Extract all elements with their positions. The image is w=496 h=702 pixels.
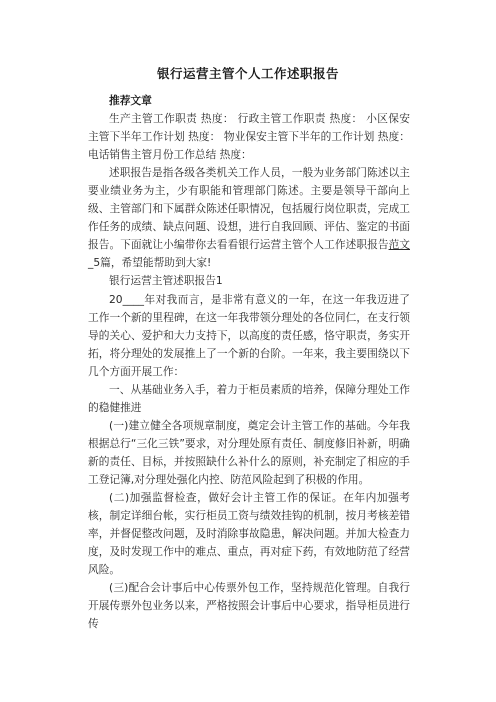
intro-blank: _ <box>88 256 94 270</box>
intro-count: 5 <box>93 256 101 270</box>
paragraph-5: (三)配合会计事后中心传票外包工作，坚持规范化管理。自我行开展传票外包业务以来，严格按照会计事后中心要求，指导柜员进行传 <box>88 581 410 631</box>
recommend-list[interactable]: 生产主管工作职责 热度： 行政主管工作职责 热度： 小区保安主管下半年工作计划 热度： 物业保安主管下半年的工作计划 热度： 电话销售主管月份工作总结 热度： <box>88 112 410 162</box>
paragraph-4: (二)加强监督检查，做好会计主管工作的保证。在年内加强考核，制定详细台帐，实行柜员工资与绩效挂钩的机制，按月考核差错率，并督促整改问题，及时消除事故隐患，解决问题。并加大检查力度，及时发现工作中的难点、重点，再对症下药，有效地防范了经营风险。 <box>88 491 410 577</box>
paragraph-3: (一)建立健全各项规章制度，奠定会计主管工作的基础。今年我根据总行“三化三铁”要求，对分理处原有责任、制度修旧补新，明确新的责任、目标，并按照缺什么补什么的原则，补充制定了相应的手工登记簿,对分理处强化内控、防范风险起到了积极的作用。 <box>88 418 410 486</box>
document-body <box>88 92 410 633</box>
document-title: 银行运营主管个人工作述职报告 <box>156 66 339 81</box>
paragraph-2: 一、从基础业务入手，着力于柜员素质的培养，保障分理处工作的稳健推进 <box>88 382 410 414</box>
recommend-heading: 推荐文章 <box>109 94 152 107</box>
intro-text: 述职报告是指各级各类机关工作人员，一般为业务部门陈述以主要业绩业务为主，少有职能和管理部门陈述。主要是领导干部向上级、主管部门和下属群众陈述任职情况，包括履行岗位职责，完成工作任务的成绩、缺点问题、设想，进行自我回顾、评估、鉴定的书面报告。下面就让小编带你去看看银行运营主管个人工作述职报告 <box>88 166 410 252</box>
intro-paragraph <box>88 164 410 272</box>
report-subtitle: 银行运营主管述职报告1 <box>109 274 223 288</box>
intro-link[interactable]: 范文 <box>388 238 410 252</box>
paragraph-1: 20____年对我而言，是非常有意义的一年，在这一年我迈进了工作一个新的里程碑，在这一年我带领分理处的各位同仁，在支行领导的关心、爱护和大力支持下，以高度的责任感，恪守职责，务实开拓，将分理处的发展推上了一个新的台阶。一年来，我主要围绕以下几个方面开展工作： <box>88 292 410 378</box>
intro-after: 篇，希望能帮助到大家! <box>100 256 212 270</box>
